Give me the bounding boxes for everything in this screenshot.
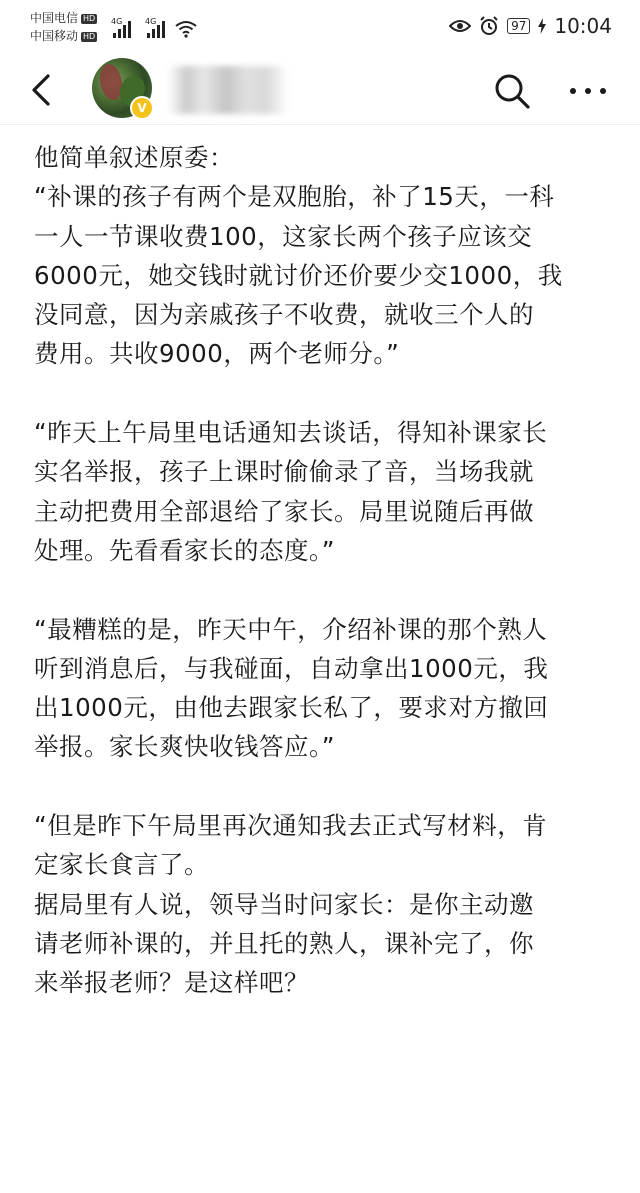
wifi-icon [175, 20, 197, 38]
article-line: 一人一节课收费100，这家长两个孩子应该交 [34, 221, 533, 251]
hd-badge-1: HD [83, 14, 96, 23]
article-line: 他简单叙述原委： [34, 143, 234, 172]
article-line: 来举报老师？是这样吧？ [34, 968, 309, 998]
article-line: 费用。共收9000，两个老师分。” [34, 339, 400, 369]
battery-level: 97 [507, 18, 530, 34]
article-line: 出1000元，由他去跟家长私了，要求对方撤回 [34, 693, 549, 723]
network-type-2: 4G [145, 17, 157, 26]
article-line: 举报。家长爽快收钱答应。” [34, 732, 335, 762]
article-line: 主动把费用全部退给了家长。局里说随后再做 [34, 496, 534, 526]
search-icon[interactable] [492, 71, 532, 111]
chevron-left-icon[interactable] [24, 70, 60, 110]
paragraph-gap [34, 767, 618, 806]
eye-comfort-icon [449, 18, 471, 34]
carrier-2-label: 中国移动 [30, 29, 79, 43]
article-line: “最糟糕的是，昨天中午，介绍补课的那个熟人 [34, 614, 548, 644]
article-line: “昨天上午局里电话通知去谈话，得知补课家长 [34, 418, 548, 448]
more-horizontal-icon[interactable] [566, 76, 610, 106]
paragraph-gap [34, 374, 618, 413]
article-line: 处理。先看看家长的态度。” [34, 535, 335, 565]
article-line: 实名举报，孩子上课时偷偷录了音，当场我就 [34, 457, 534, 487]
carrier-1-label: 中国电信 [30, 11, 79, 25]
signal-strength-1-icon [111, 17, 131, 38]
charging-icon [538, 18, 546, 34]
network-type-1: 4G [111, 17, 123, 26]
article-line: “但是昨下午局里再次通知我去正式写材料，肯 [34, 811, 548, 841]
hd-badge-2: HD [83, 32, 96, 41]
article-body [34, 138, 618, 1003]
alarm-icon [479, 16, 499, 36]
clock-time: 10:04 [554, 14, 612, 38]
article-line: “补课的孩子有两个是双胞胎，补了15天，一科 [34, 182, 555, 212]
article-line: 听到消息后，与我碰面，自动拿出1000元，我 [34, 653, 549, 683]
status-right [449, 14, 612, 38]
article-line: 定家长食言了。 [34, 850, 209, 880]
article-line: 6000元，她交钱时就讨价还价要少交1000，我 [34, 260, 563, 290]
paragraph-gap [34, 570, 618, 609]
signal-indicators [113, 14, 197, 38]
verified-badge-icon: V [130, 96, 154, 120]
status-bar [0, 0, 640, 58]
signal-strength-2-icon [145, 17, 165, 38]
article-line: 请老师补课的，并且托的熟人，课补完了，你 [34, 928, 534, 958]
article-line: 据局里有人说，领导当时问家长：是你主动邀 [34, 889, 534, 919]
article-line: 没同意，因为亲戚孩子不收费，就收三个人的 [34, 300, 534, 330]
carrier-2 [30, 29, 97, 43]
author-name-blurred[interactable] [168, 66, 288, 114]
carrier-1 [30, 11, 97, 25]
post-header [0, 58, 640, 125]
